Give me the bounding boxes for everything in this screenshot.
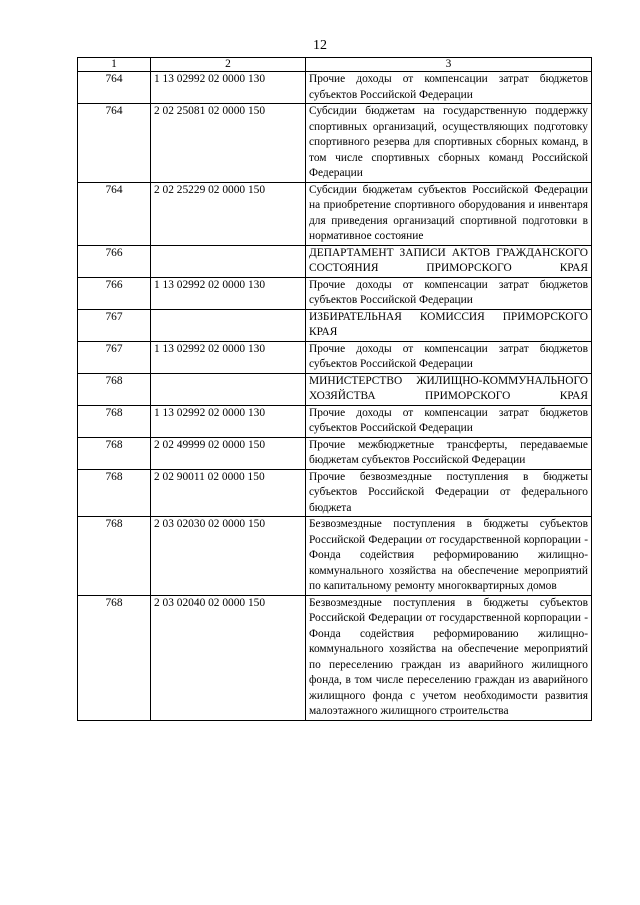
budget-code-cell: 1 13 02992 02 0000 130 bbox=[151, 341, 306, 373]
column-header-3: 3 bbox=[306, 58, 592, 72]
description-cell: Прочие доходы от компенсации затрат бюджетов субъектов Российской Федерации bbox=[306, 277, 592, 309]
description-cell: Субсидии бюджетам субъектов Российской Федерации на приобретение спортивного оборудования и инвентаря для приведения организаций спортивной подготовки в нормативное состояние bbox=[306, 182, 592, 245]
admin-code-cell: 767 bbox=[78, 309, 151, 341]
table-row bbox=[78, 72, 592, 104]
table-row bbox=[78, 405, 592, 437]
table-row bbox=[78, 595, 592, 720]
header-row bbox=[78, 58, 592, 72]
budget-code-cell: 1 13 02992 02 0000 130 bbox=[151, 72, 306, 104]
budget-code-cell bbox=[151, 373, 306, 405]
admin-code-cell: 764 bbox=[78, 182, 151, 245]
table-row-section bbox=[78, 245, 592, 277]
admin-code-cell: 766 bbox=[78, 245, 151, 277]
admin-code-cell: 766 bbox=[78, 277, 151, 309]
column-header-1: 1 bbox=[78, 58, 151, 72]
budget-code-cell: 2 02 49999 02 0000 150 bbox=[151, 437, 306, 469]
budget-code-cell: 1 13 02992 02 0000 130 bbox=[151, 405, 306, 437]
table-row bbox=[78, 182, 592, 245]
budget-code-cell: 2 02 25229 02 0000 150 bbox=[151, 182, 306, 245]
budget-code-cell: 2 03 02040 02 0000 150 bbox=[151, 595, 306, 720]
table-row-section bbox=[78, 309, 592, 341]
budget-code-cell bbox=[151, 309, 306, 341]
page-number: 12 bbox=[313, 38, 327, 53]
section-title-cell: ИЗБИРАТЕЛЬНАЯ КОМИССИЯ ПРИМОРСКОГО КРАЯ bbox=[306, 309, 592, 341]
description-cell: Прочие доходы от компенсации затрат бюджетов субъектов Российской Федерации bbox=[306, 341, 592, 373]
admin-code-cell: 764 bbox=[78, 72, 151, 104]
admin-code-cell: 768 bbox=[78, 517, 151, 596]
description-cell: Прочие доходы от компенсации затрат бюджетов субъектов Российской Федерации bbox=[306, 405, 592, 437]
admin-code-cell: 764 bbox=[78, 104, 151, 183]
table-row-section bbox=[78, 373, 592, 405]
admin-code-cell: 767 bbox=[78, 341, 151, 373]
budget-code-cell: 2 03 02030 02 0000 150 bbox=[151, 517, 306, 596]
table-row bbox=[78, 469, 592, 517]
admin-code-cell: 768 bbox=[78, 595, 151, 720]
description-cell: Прочие безвозмездные поступления в бюджеты субъектов Российской Федерации от федерального бюджета bbox=[306, 469, 592, 517]
budget-code-cell: 2 02 25081 02 0000 150 bbox=[151, 104, 306, 183]
description-cell: Прочие доходы от компенсации затрат бюджетов субъектов Российской Федерации bbox=[306, 72, 592, 104]
budget-code-cell: 1 13 02992 02 0000 130 bbox=[151, 277, 306, 309]
section-title-cell: ДЕПАРТАМЕНТ ЗАПИСИ АКТОВ ГРАЖДАНСКОГО СОСТОЯНИЯ ПРИМОРСКОГО КРАЯ bbox=[306, 245, 592, 277]
description-cell: Прочие межбюджетные трансферты, передаваемые бюджетам субъектов Российской Федерации bbox=[306, 437, 592, 469]
revenue-table bbox=[77, 57, 592, 721]
admin-code-cell: 768 bbox=[78, 437, 151, 469]
column-header-2: 2 bbox=[151, 58, 306, 72]
table-row bbox=[78, 437, 592, 469]
description-cell: Безвозмездные поступления в бюджеты субъектов Российской Федерации от государственной корпорации - Фонда содействия реформированию жилищно-коммунального хозяйства на обеспечение мероприятий по переселению граждан из аварийного жилищного фонда, в том числе переселению граждан из аварийного жилищного фонда с учетом необходимости развития малоэтажного жилищного строительства bbox=[306, 595, 592, 720]
admin-code-cell: 768 bbox=[78, 469, 151, 517]
table-row bbox=[78, 104, 592, 183]
section-title-cell: МИНИСТЕРСТВО ЖИЛИЩНО-КОММУНАЛЬНОГО ХОЗЯЙСТВА ПРИМОРСКОГО КРАЯ bbox=[306, 373, 592, 405]
table-header bbox=[78, 58, 592, 72]
admin-code-cell: 768 bbox=[78, 405, 151, 437]
budget-code-cell bbox=[151, 245, 306, 277]
budget-code-cell: 2 02 90011 02 0000 150 bbox=[151, 469, 306, 517]
description-cell: Субсидии бюджетам на государственную поддержку спортивных организаций, осуществляющих подготовку спортивного резерва для спортивных сборных команд, в том числе спортивных сборных команд Российской Федерации bbox=[306, 104, 592, 183]
table-row bbox=[78, 517, 592, 596]
admin-code-cell: 768 bbox=[78, 373, 151, 405]
description-cell: Безвозмездные поступления в бюджеты субъектов Российской Федерации от государственной корпорации - Фонда содействия реформированию жилищно-коммунального хозяйства на обеспечение мероприятий по капитальному ремонту многоквартирных домов bbox=[306, 517, 592, 596]
table-row bbox=[78, 277, 592, 309]
table-row bbox=[78, 341, 592, 373]
table-body bbox=[78, 72, 592, 721]
